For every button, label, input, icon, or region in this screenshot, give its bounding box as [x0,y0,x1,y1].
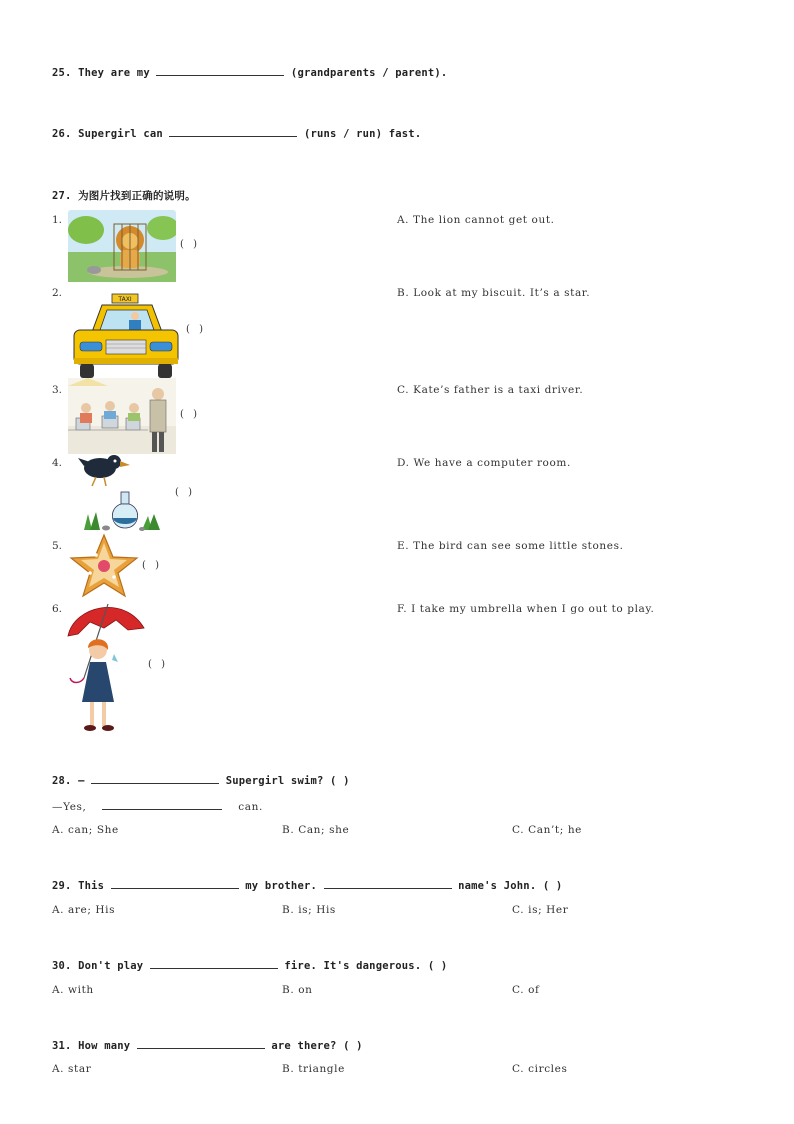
question-28-line2 [52,799,263,813]
question-31 [52,1038,363,1052]
item-number: 1. [52,214,63,226]
match-option-c: C. Kate’s father is a taxi driver. [397,384,584,396]
match-option-f: F. I take my umbrella when I go out to play. [397,603,655,615]
question-number: 29. [52,880,72,892]
dash: — [78,775,85,787]
question-text: can. [238,801,263,813]
answer-blank[interactable] [91,773,219,784]
question-26 [52,126,421,140]
question-text: name's John. ( ) [458,880,563,892]
answer-parentheses[interactable]: ( ) [142,560,162,571]
match-option-a: A. The lion cannot get out. [397,214,555,226]
question-text: They are my [78,67,150,79]
item-number: 5. [52,540,63,552]
choice-c[interactable]: C. Can’t; he [512,824,582,836]
match-option-e: E. The bird can see some little stones. [397,540,624,552]
choice-a[interactable]: A. star [52,1063,92,1075]
question-30 [52,958,447,972]
question-number: 25. [52,67,72,79]
question-25 [52,65,447,79]
question-number: 26. [52,128,72,140]
question-number: 28. [52,775,72,787]
item-number: 6. [52,603,63,615]
question-text: Don't play [78,960,144,972]
match-option-b: B. Look at my biscuit. It’s a star. [397,287,591,299]
item-number: 2. [52,287,63,299]
lion-cage-picture [68,210,176,282]
girl-umbrella-picture [64,598,148,736]
question-text: —Yes, [52,801,87,813]
question-28 [52,773,350,787]
choice-c[interactable]: C. of [512,984,540,996]
question-text: Supergirl can [78,128,163,140]
choice-a[interactable]: A. can; She [52,824,119,836]
answer-blank[interactable] [156,65,284,76]
item-number: 4. [52,457,63,469]
answer-blank[interactable] [137,1038,265,1049]
choice-c[interactable]: C. is; Her [512,904,569,916]
answer-blank[interactable] [102,799,222,810]
question-text: (runs / run) fast. [303,128,422,140]
taxi-picture [72,292,180,382]
question-text: How many [78,1040,131,1052]
taxi-sign-text: TAXI [118,296,132,303]
choice-b[interactable]: B. Can; she [282,824,350,836]
choice-b[interactable]: B. triangle [282,1063,345,1075]
computer-room-picture [68,378,176,454]
question-number: 31. [52,1040,72,1052]
answer-parentheses[interactable]: ( ) [180,409,200,420]
question-text: are there? ( ) [271,1040,363,1052]
choice-b[interactable]: B. on [282,984,313,996]
item-number: 3. [52,384,63,396]
question-text: (grandparents / parent). [290,67,448,79]
star-biscuit-picture [68,533,140,599]
choice-b[interactable]: B. is; His [282,904,336,916]
answer-blank[interactable] [169,126,297,137]
crow-bottle-picture [78,452,164,532]
question-number: 30. [52,960,72,972]
answer-blank[interactable] [324,878,452,889]
question-27-title: 27. 为图片找到正确的说明。 [52,190,196,202]
answer-parentheses[interactable]: ( ) [148,659,168,670]
question-29 [52,878,562,892]
answer-blank[interactable] [111,878,239,889]
answer-parentheses[interactable]: ( ) [180,239,200,250]
match-option-d: D. We have a computer room. [397,457,571,469]
question-text: Supergirl swim? ( ) [225,775,350,787]
choice-a[interactable]: A. are; His [52,904,116,916]
question-text: my brother. [245,880,318,892]
choice-c[interactable]: C. circles [512,1063,568,1075]
answer-parentheses[interactable]: ( ) [186,324,206,335]
answer-parentheses[interactable]: ( ) [175,487,195,498]
question-text: This [78,880,105,892]
choice-a[interactable]: A. with [52,984,94,996]
question-text: fire. It's dangerous. ( ) [284,960,448,972]
answer-blank[interactable] [150,958,278,969]
